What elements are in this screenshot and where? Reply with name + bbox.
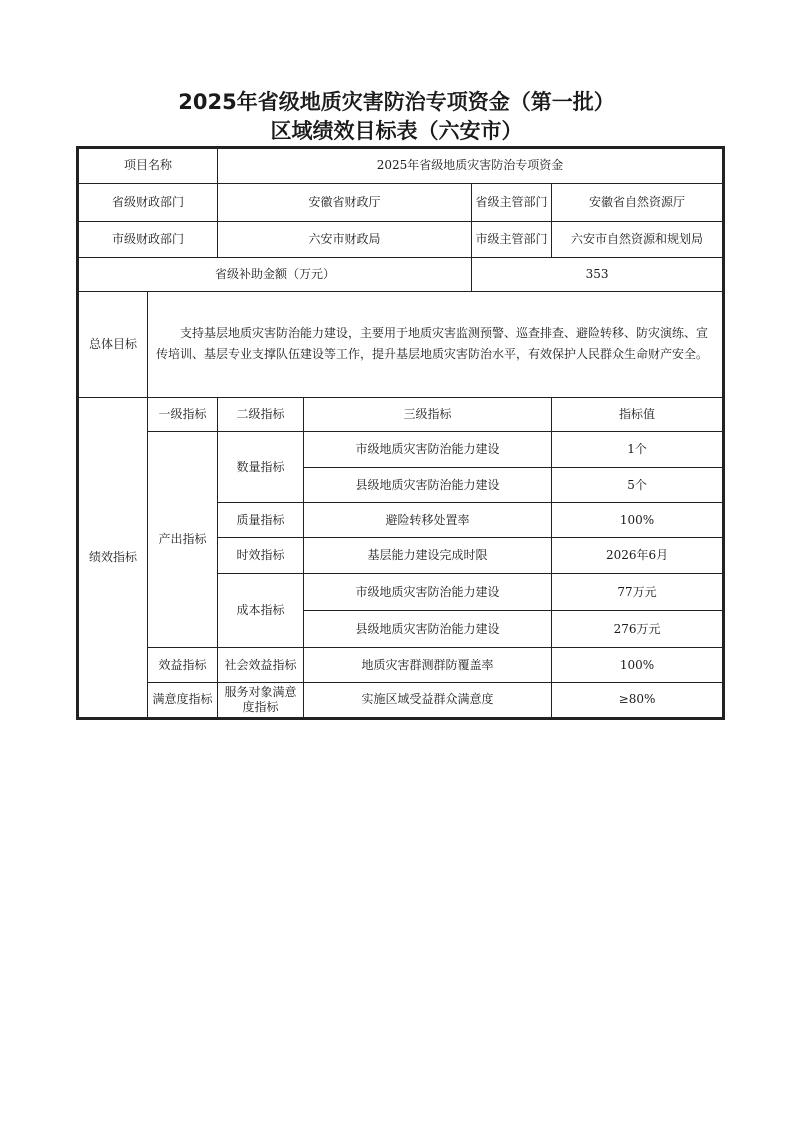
overall-goal-label: 总体目标 xyxy=(79,291,148,397)
timeliness-indicator-label: 时效指标 xyxy=(218,538,304,574)
cost-item-name: 市级地质灾害防治能力建设 xyxy=(304,574,552,611)
table-row xyxy=(79,432,723,468)
document-title-line1: 2025年省级地质灾害防治专项资金（第一批） xyxy=(178,90,615,114)
city-authority-label: 市级主管部门 xyxy=(472,221,552,257)
timeliness-item-value: 2026年6月 xyxy=(552,538,723,574)
quantity-indicator-label: 数量指标 xyxy=(218,432,304,503)
benefit-indicator-label: 效益指标 xyxy=(148,648,218,683)
prov-authority-label xyxy=(472,183,552,221)
quality-item-value: 100% xyxy=(552,503,723,538)
header-level1: 一级指标 xyxy=(148,397,218,432)
service-satisfaction-label: 服务对象满意度指标 xyxy=(218,682,304,717)
prov-authority-label-text: 省级主管部门 xyxy=(475,194,548,209)
quantity-item-name: 县级地质灾害防治能力建设 xyxy=(304,468,552,503)
project-name-value: 2025年省级地质灾害防治专项资金 xyxy=(218,149,723,184)
benefit-item-name: 地质灾害群测群防覆盖率 xyxy=(304,648,552,683)
city-finance-label: 市级财政部门 xyxy=(79,221,218,257)
table-row xyxy=(79,682,723,717)
cost-item-value: 77万元 xyxy=(552,574,723,611)
project-name-label: 项目名称 xyxy=(79,149,218,184)
subsidy-value: 353 xyxy=(472,257,723,291)
social-benefit-label: 社会效益指标 xyxy=(218,648,304,683)
subsidy-label: 省级补助金额（万元） xyxy=(79,257,472,291)
prov-finance-label: 省级财政部门 xyxy=(79,183,218,221)
prov-authority-value: 安徽省自然资源厅 xyxy=(552,183,723,221)
quality-indicator-label: 质量指标 xyxy=(218,503,304,538)
subsidy-row xyxy=(79,257,723,291)
satisfaction-item-name: 实施区域受益群众满意度 xyxy=(304,682,552,717)
satisfaction-indicator-label: 满意度指标 xyxy=(148,682,218,717)
quantity-item-name: 市级地质灾害防治能力建设 xyxy=(304,432,552,468)
performance-section-label: 绩效指标 xyxy=(79,397,148,717)
prov-finance-value: 安徽省财政厅 xyxy=(218,183,472,221)
quality-item-name: 避险转移处置率 xyxy=(304,503,552,538)
performance-goals-table xyxy=(78,148,723,718)
indicator-header-row xyxy=(79,397,723,432)
city-dept-row xyxy=(79,221,723,257)
city-authority-value: 六安市自然资源和规划局 xyxy=(552,221,723,257)
project-name-row xyxy=(79,149,723,184)
header-level3: 三级指标 xyxy=(304,397,552,432)
output-indicator-label: 产出指标 xyxy=(148,432,218,648)
cost-item-value: 276万元 xyxy=(552,611,723,648)
quantity-item-value: 1个 xyxy=(552,432,723,468)
overall-goal-row xyxy=(79,291,723,397)
benefit-item-value: 100% xyxy=(552,648,723,683)
quantity-item-value: 5个 xyxy=(552,468,723,503)
cost-item-name: 县级地质灾害防治能力建设 xyxy=(304,611,552,648)
document-title-line2: 区域绩效目标表（六安市） xyxy=(270,119,523,143)
cost-indicator-label: 成本指标 xyxy=(218,574,304,648)
provincial-dept-row xyxy=(79,183,723,221)
satisfaction-item-value: ≥80% xyxy=(552,682,723,717)
city-finance-value: 六安市财政局 xyxy=(218,221,472,257)
table-row xyxy=(79,648,723,683)
timeliness-item-name: 基层能力建设完成时限 xyxy=(304,538,552,574)
overall-goal-text: 支持基层地质灾害防治能力建设，主要用于地质灾害监测预警、巡查排查、避险转移、防灾演练、宣传培训、基层专业支撑队伍建设等工作，提升基层地质灾害防治水平，有效保护人民群众生命财产安全。 xyxy=(148,291,723,397)
header-value: 指标值 xyxy=(552,397,723,432)
header-level2: 二级指标 xyxy=(218,397,304,432)
